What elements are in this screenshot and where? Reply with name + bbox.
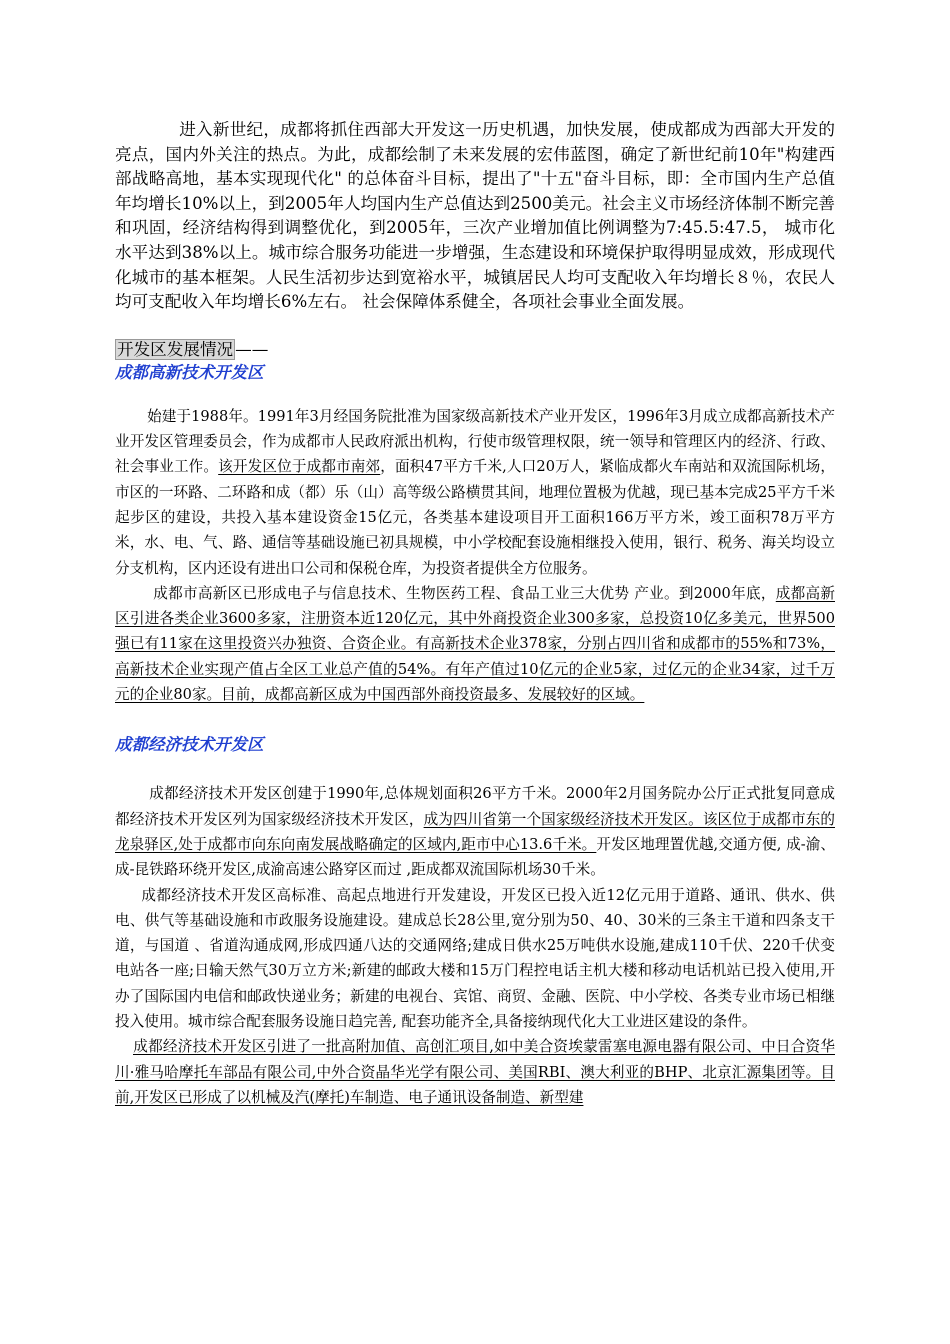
hitech-zone-title: 成都高新技术开发区 [115,362,264,382]
econ-p1-underlined: 成为四川省第一个国家级经济技术开发区。该区位于成都市东的龙泉驿区,处于成都市向东向南发展战略确定的区域内,距市中心13.6千米。 [115,810,835,853]
hitech-paragraph-2 [115,581,835,707]
hitech-p1-underlined: 该开发区位于成都市南郊 [218,458,381,476]
hitech-paragraph-1 [115,404,835,581]
econ-p2-text: 成都经济技术开发区高标准、高起点地进行开发建设，开发区已投入近12亿元用于道路、通讯、供水、供电、供气等基础设施和市政服务设施建设。建成总长28公里,宽分别为50、40、30米的三条主干道和四条支干道，与国道 、省道沟通成网,形成四通八达的交通网络;建成日供水25万吨供水设施,建成110千伏、220千伏变电站各一座;日输天然气30万立方米;新建的邮政大楼和15万门程控电话主机大楼和移动电话机站已投入使用,开办了国际国内电信和邮政快递业务；新建的电视台、宾馆、商贸、金融、医院、中小学校、各类专业市场已相继投入使用。城市综合配套服务设施日趋完善, 配套功能齐全,具备接纳现代化大工业进区建设的条件。 [115,886,835,1030]
econ-p1-rest: 开发区地理置优越,交通方便, 成-渝、成-昆铁路环绕开发区,成渝高速公路穿区而过 ,距成都双流国际机场30千米。 [115,835,835,879]
hitech-p1-rest: ，面积47平方千米,人口20万人，紧临成都火车南站和双流国际机场，市区的一环路、二环路和成（都）乐（山）高等级公路横贯其间，地理位置极为优越，现已基本完成25平方千米起步区的建设，共投入基本建设资金15亿元，各类基本建设项目开工面积166万平方米，竣工面积78万平方米，水、电、气、路、通信等基础设施已初具规模，中小学校配套设施相继投入使用，银行、税务、海关均设立分支机构，区内还设有进出口公司和保税仓库，为投资者提供全方位服务。 [115,458,835,577]
section-heading-dash: —— [235,339,269,359]
hitech-zone-body [115,404,835,708]
section-heading [115,339,835,361]
hitech-p1-plain: 始建于1988年。1991年3月经国务院批准为国家级高新技术产业开发区，1996年3月成立成都高新技术产业开发区管理委员会，作为成都市人民政府派出机构，行使市级管理权限，统一领导和管理区内的经济、行政、社会事业工作。 [115,407,835,476]
econ-paragraph-3 [115,1034,835,1110]
econ-paragraph-2 [115,883,835,1035]
econ-zone-body [115,781,835,1110]
econ-zone-title: 成都经济技术开发区 [115,735,264,755]
econ-p3-underlined: 成都经济技术开发区引进了一批高附加值、高创汇项目,如中美合资埃蒙雷塞电源电器有限公司、中日合资华川·雅马哈摩托车部品有限公司,中外合资晶华光学有限公司、美国RBI、澳大利亚的BHP、北京汇源集团等。目前,开发区已形成了以机械及汽(摩托)车制造、电子通讯设备制造、新型建 [115,1038,835,1106]
econ-paragraph-1 [115,781,835,882]
econ-p1-plain: 成都经济技术开发区创建于1990年,总体规划面积26平方千米。2000年2月国务院办公厅正式批复同意成都经济技术开发区列为国家级经济技术开发区， [115,785,835,828]
hitech-p2-plain: 成都市高新区已形成电子与信息技术、生物医药工程、食品工业三大优势 产业。到2000年底， [153,584,776,602]
section-heading-label: 开发区发展情况 [117,339,234,359]
hitech-p2-underlined: 成都高新区引进各类企业3600多家，注册资本近120亿元，其中外商投资企业300多家，总投资10亿多美元，世界500强已有11家在这里投资兴办独资、合资企业。有高新技术企业378家，分别占四川省和成都市的55%和73%，高新技术企业实现产值占全区工业总产值的54%。有年产值过10亿元的企业5家，过亿元的企业34家，过千万元的企业80家。目前，成都高新区成为中国西部外商投资最多、发展较好的区域。 [115,584,835,704]
intro-paragraph [115,118,835,315]
intro-text: 进入新世纪，成都将抓住西部大开发这一历史机遇，加快发展，使成都成为西部大开发的亮点，国内外关注的热点。为此，成都绘制了未来发展的宏伟蓝图，确定了新世纪前10年"构建西部战略高地，基本实现现代化" 的总体奋斗目标，提出了"十五"奋斗目标，即：全市国内生产总值年均增长10%以上，到2005年人均国内生产总值达到2500美元。社会主义市场经济体制不断完善和巩固，经济结构得到调整优化，到2005年，三次产业增加值比例调整为7:45.5:47.5， 城市化水平达到38%以上。城市综合服务功能进一步增强，生态建设和环境保护取得明显成效，形成现代化城市的基本框架。人民生活初步达到宽裕水平，城镇居民人均可支配收入年均增长８％，农民人均可支配收入年均增长6%左右。 社会保障体系健全，各项社会事业全面发展。 [115,120,835,312]
document-page [115,118,835,1110]
